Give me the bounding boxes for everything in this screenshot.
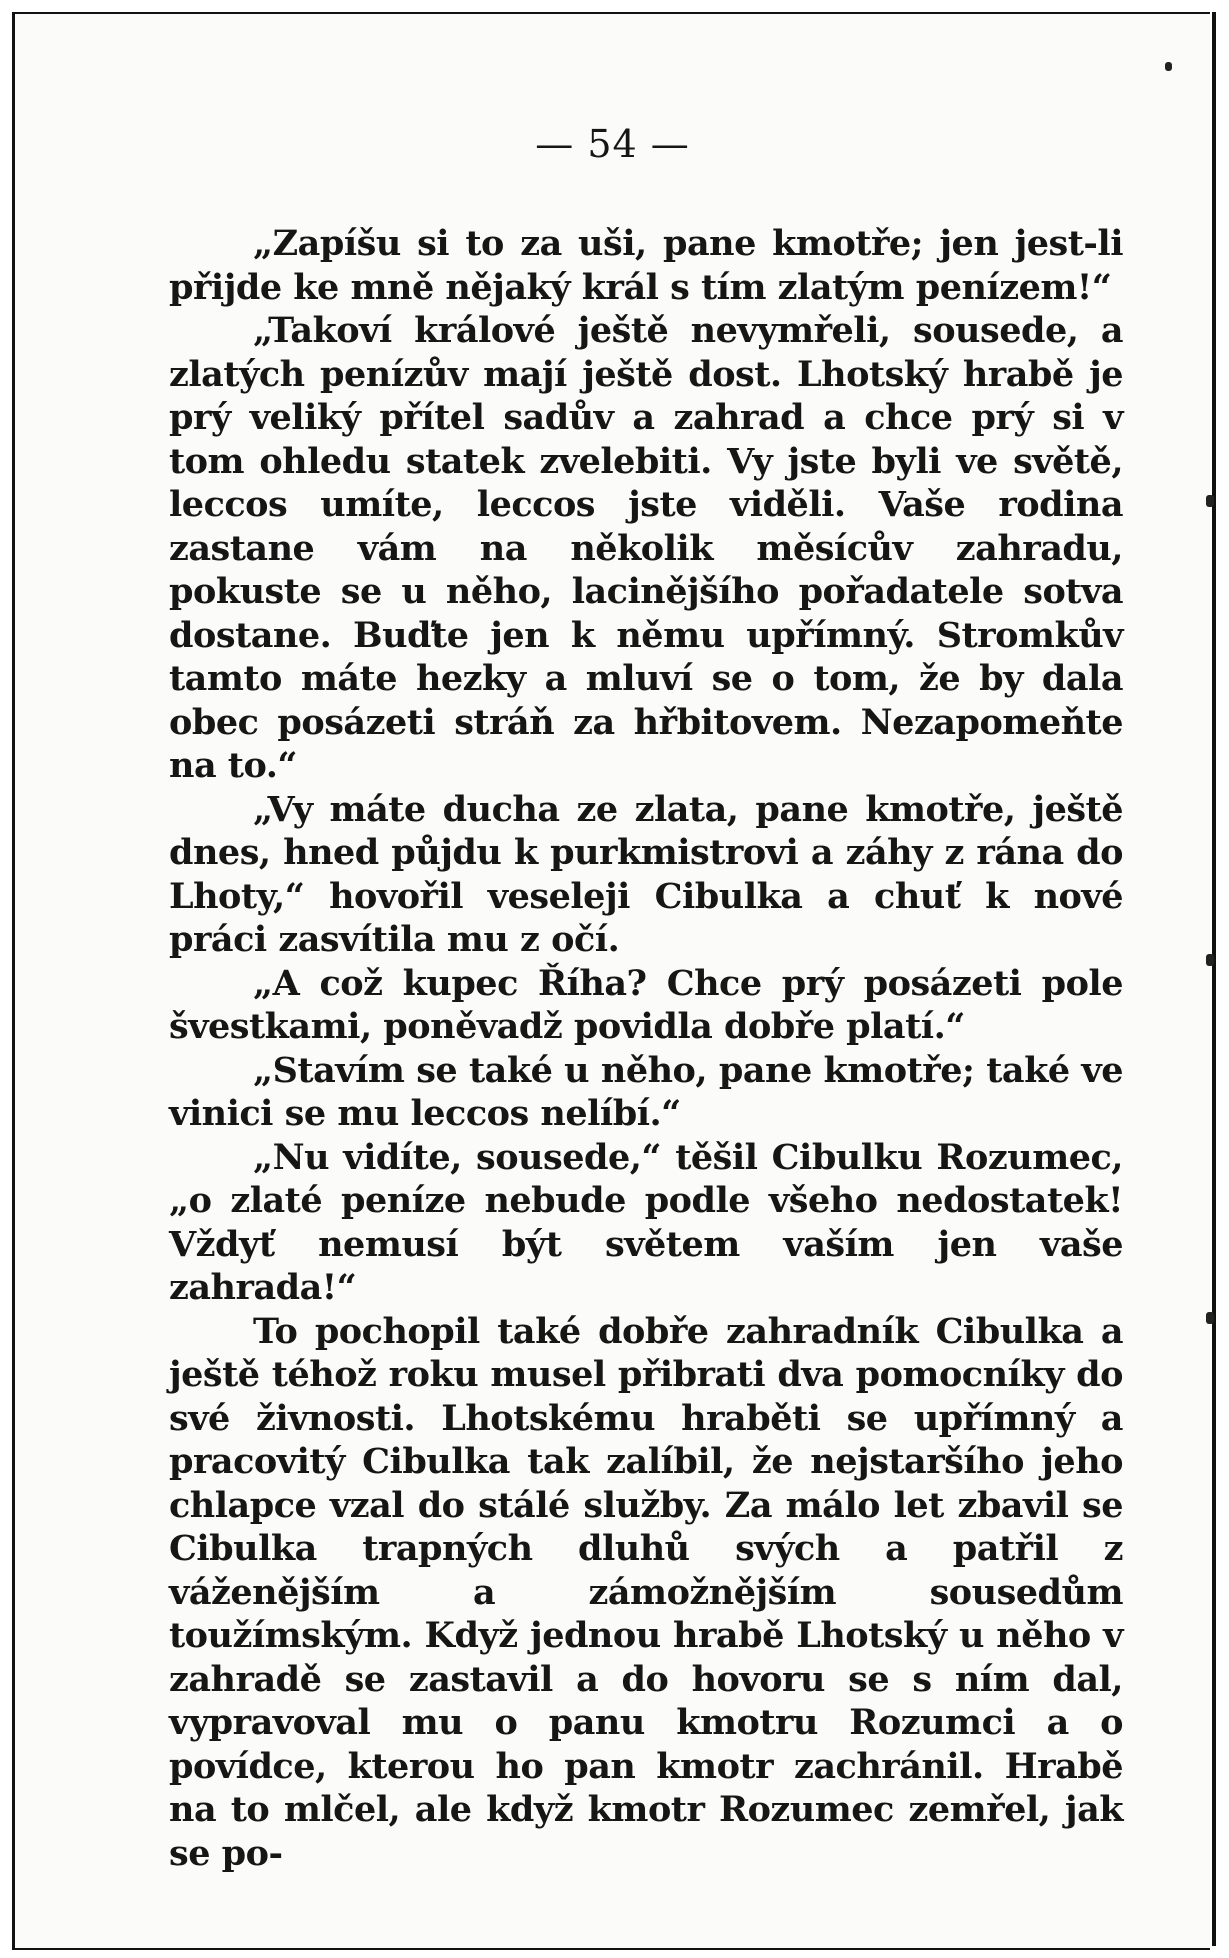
page-body-text xyxy=(169,222,1123,1875)
paragraph-7: To pochopil také dobře zahradník Cibulka a ještě téhož roku musel přibrati dva pomocníky do své živnosti. Lhotskému hraběti se upřímný a pracovitý Cibulka tak zalíbil, že nejstaršího jeho chlapce vzal do stálé služby. Za málo let zbavil se Cibulka trapných dluhů svých a patřil z váženějším a zámožnějším sousedům toužímským. Když jednou hrabě Lhotský u něho v zahradě se zastavil a do hovoru se s ním dal, vypravoval mu o panu kmotru Rozumci a o povídce, kterou ho pan kmotr zachránil. Hrabě na to mlčel, ale když kmotr Rozumec zemřel, jak se po- xyxy=(169,1310,1123,1874)
book-page xyxy=(12,12,1210,1950)
speck-mark xyxy=(1165,62,1172,71)
binding-mark xyxy=(1206,495,1214,507)
binding-mark xyxy=(1206,954,1214,966)
binding-mark xyxy=(1206,1312,1214,1324)
paragraph-5: „Stavím se také u něho, pane kmotře; také ve vinici se mu leccos nelíbí.“ xyxy=(169,1049,1123,1134)
paragraph-2: „Takoví králové ještě nevymřeli, sousede, a zlatých penízův mají ještě dost. Lhotský hrabě je prý veliký přítel sadův a zahrad a chce prý si v tom ohledu statek zvelebiti. Vy jste byli ve světě, leccos umíte, leccos jste viděli. Vaše rodina zastane vám na několik měsícův zahradu, pokuste se u něho, lacinějšího pořadatele sotva dostane. Buďte jen k němu upřímný. Stromkův tamto máte hezky a mluví se o tom, že by dala obec posázeti stráň za hřbitovem. Nezapomeňte na to.“ xyxy=(169,310,1123,786)
paragraph-3: „Vy máte ducha ze zlata, pane kmotře, ještě dnes, hned půjdu k purkmistrovi a záhy z rána do Lhoty,“ hovořil veseleji Cibulka a chuť k nové práci zasvítila mu z očí. xyxy=(169,788,1123,960)
page-number: — 54 — xyxy=(535,122,690,166)
paragraph-1: „Zapíšu si to za uši, pane kmotře; jen jest-li přijde ke mně nějaký král s tím zlatým penízem!“ xyxy=(169,223,1123,308)
paragraph-4: „A což kupec Říha? Chce prý posázeti pole švestkami, poněvadž povidla dobře platí.“ xyxy=(169,962,1123,1047)
paragraph-6: „Nu vidíte, sousede,“ těšil Cibulku Rozumec, „o zlaté peníze nebude podle všeho nedostatek! Vždyť nemusí být světem vaším jen vaše zahrada!“ xyxy=(169,1136,1123,1308)
page-right-edge-line xyxy=(1212,12,1216,1946)
